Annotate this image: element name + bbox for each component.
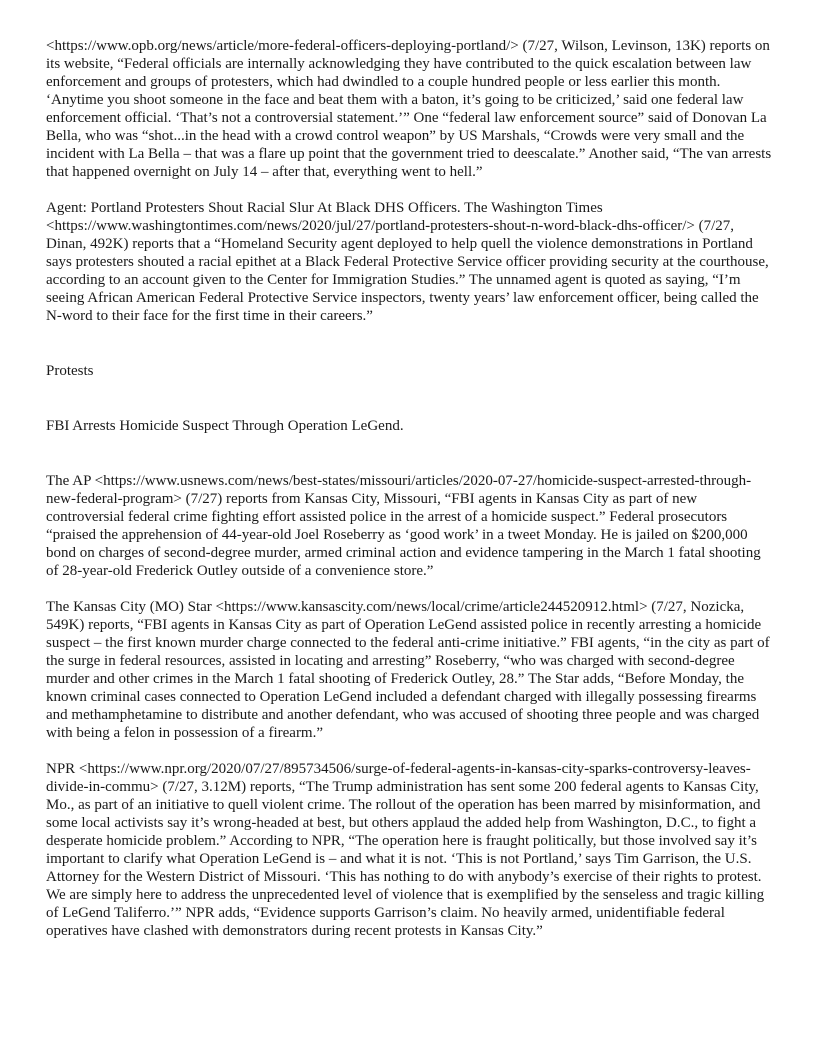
article-headline-fbi-arrests: FBI Arrests Homicide Suspect Through Operation LeGend. <box>46 418 404 434</box>
paragraph-opb-report: <https://www.opb.org/news/article/more-federal-officers-deploying-portland/> (7/27, Wilson, Levinson, 13K) reports on its website, “Federal officials are internally acknowledging they have contributed to the quick escalation between law enforcement and groups of protesters, which had dwindled to a couple hundred people or less earlier this month. ‘Anytime you shoot someone in the face and beat them with a baton, it’s going to be criticized,’ said one federal law enforcement official. ‘That’s not a controversial statement.’” One “federal law enforcement source” said of Donovan La Bella, who was “shot...in the head with a crowd control weapon” by US Marshals, “Crowds were very small and the incident with La Bella – that was a flare up point that the government tried to deescalate.” Another said, “The van arrests that happened overnight on July 14 – after that, everything went to hell.” <box>46 38 772 180</box>
document-page <box>46 37 772 940</box>
section-heading-protests: Protests <box>46 363 94 379</box>
paragraph-kansas-city-star-report: The Kansas City (MO) Star <https://www.kansascity.com/news/local/crime/article244520912.html> (7/27, Nozicka, 549K) reports, “FBI agents in Kansas City as part of Operation LeGend assisted police in recently arresting a homicide suspect – the first known murder charge connected to the federal anti-crime initiative.” FBI agents, “in the city as part of the surge in federal resources, assisted in locating and arresting” Roseberry, “who was charged with second-degree murder and other crimes in the March 1 fatal shooting of Frederick Outley, 28.” The Star adds, “Before Monday, the known criminal cases connected to Operation LeGend included a defendant charged with illegally possessing firearms and methamphetamine to distribute and another defendant, who was accused of shooting three people and was charged with being a felon in possession of a firearm.” <box>46 599 770 741</box>
paragraph-npr-report: NPR <https://www.npr.org/2020/07/27/895734506/surge-of-federal-agents-in-kansas-city-sparks-controversy-leaves-divide-in-commu> (7/27, 3.12M) reports, “The Trump administration has sent some 200 federal agents to Kansas City, Mo., as part of an initiative to quell violent crime. The rollout of the operation has been marred by misinformation, and some local activists say it’s wrong-headed at best, but others applaud the added help from Washington, D.C., to fight a desperate homicide problem.” According to NPR, “The operation here is fraught politically, but those involved say it’s important to clarify what Operation LeGend is – and what it is not. ‘This is not Portland,’ says Tim Garrison, the U.S. Attorney for the Western District of Missouri. ‘This has nothing to do with anybody’s exercise of their rights to protest. We are simply here to address the unprecedented level of violence that is exemplified by the senseless and tragic killing of LeGend Taliferro.’” NPR adds, “Evidence supports Garrison’s claim. No heavily armed, unidentifiable federal operatives have clashed with demonstrators during recent protests in Kansas City.” <box>46 761 765 939</box>
paragraph-washington-times-report: Agent: Portland Protesters Shout Racial Slur At Black DHS Officers. The Washington Times <https://www.washingtontimes.com/news/2020/jul/27/portland-protesters-shout-n-word-black-dhs-officer/> (7/27, Dinan, 492K) reports that a “Homeland Security agent deployed to help quell the violence demonstrations in Portland says protesters shouted a racial epithet at a Black Federal Protective Service officer providing security at the courthouse, according to an account given to the Center for Immigration Studies.” The unnamed agent is quoted as saying, “I’m seeing African American Federal Protective Service inspectors, twenty years’ law enforcement officer, being called the N-word to their face for the first time in their careers.” <box>46 200 769 324</box>
paragraph-ap-report: The AP <https://www.usnews.com/news/best-states/missouri/articles/2020-07-27/homicide-suspect-arrested-through-new-federal-program> (7/27) reports from Kansas City, Missouri, “FBI agents in Kansas City as part of new controversial federal crime fighting effort assisted police in the arrest of a homicide suspect.” Federal prosecutors “praised the apprehension of 44-year-old Joel Roseberry as ‘good work’ in a tweet Monday. He is jailed on $200,000 bond on charges of second-degree murder, armed criminal action and evidence tampering in the March 1 fatal shooting of 28-year-old Frederick Outley outside of a convenience store.” <box>46 473 761 579</box>
